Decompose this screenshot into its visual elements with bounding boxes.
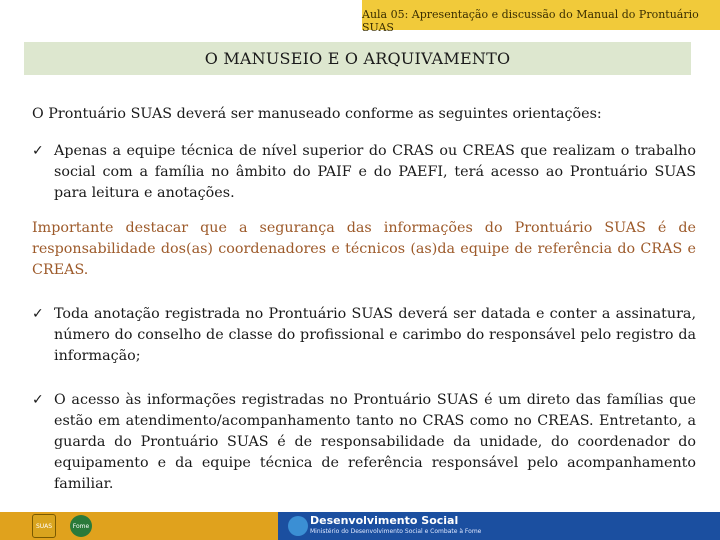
header-strip [362,0,720,34]
footer-brand [278,512,720,540]
suas-logo [32,514,56,538]
fome-logo-text: Fome [72,522,90,530]
bullet-item [32,390,696,495]
section-title: O MANUSEIO E O ARQUIVAMENTO [204,49,511,68]
bullet-text: Apenas a equipe técnica de nível superior do CRAS ou CREAS que realizam o trabalho social com a família no âmbito do PAIF e do PAEFI, terá acesso ao Prontuário SUAS para leitura e anotações. [54,143,696,201]
footer [0,512,720,540]
section-title-bar [24,42,691,75]
fome-zero-logo [70,515,92,537]
bullet-item [32,304,696,367]
bullet-text: Toda anotação registrada no Prontuário SUAS deverá ser datada e conter a assinatura, número do conselho de classe do profissional e carimbo do responsável pelo registro da informação; [54,306,696,364]
important-note: Importante destacar que a segurança das informações do Prontuário SUAS é de responsabilidade dos(as) coordenadores e técnicos (as)da equipe de referência do CRAS e CREAS. [32,220,696,278]
brand-name: Desenvolvimento Social [310,514,459,527]
check-icon: ✓ [32,392,44,408]
footer-logos [0,512,278,540]
spacer [32,367,696,390]
desenvolvimento-social-logo [288,516,308,536]
suas-logo-text: SUAS [35,522,53,530]
course-title: Aula 05: Apresentação e discussão do Manual do Prontuário SUAS [362,8,699,34]
intro-text: O Prontuário SUAS deverá ser manuseado conforme as seguintes orientações: [32,106,602,122]
main-content [32,104,696,495]
check-icon: ✓ [32,143,44,159]
ministry-name: Ministério do Desenvolvimento Social e Combate à Fome [310,528,482,535]
bullet-item [32,141,696,204]
check-icon: ✓ [32,306,44,322]
bullet-text: O acesso às informações registradas no Prontuário SUAS é um direto das famílias que estão em atendimento/acompanhamento tanto no CRAS como no CREAS. Entretanto, a guarda do Prontuário SUAS é de responsabilidade da unidade, do coordenador do equipamento e da equipe técnica de referência responsável pelo acompanhamento familiar. [54,392,696,492]
